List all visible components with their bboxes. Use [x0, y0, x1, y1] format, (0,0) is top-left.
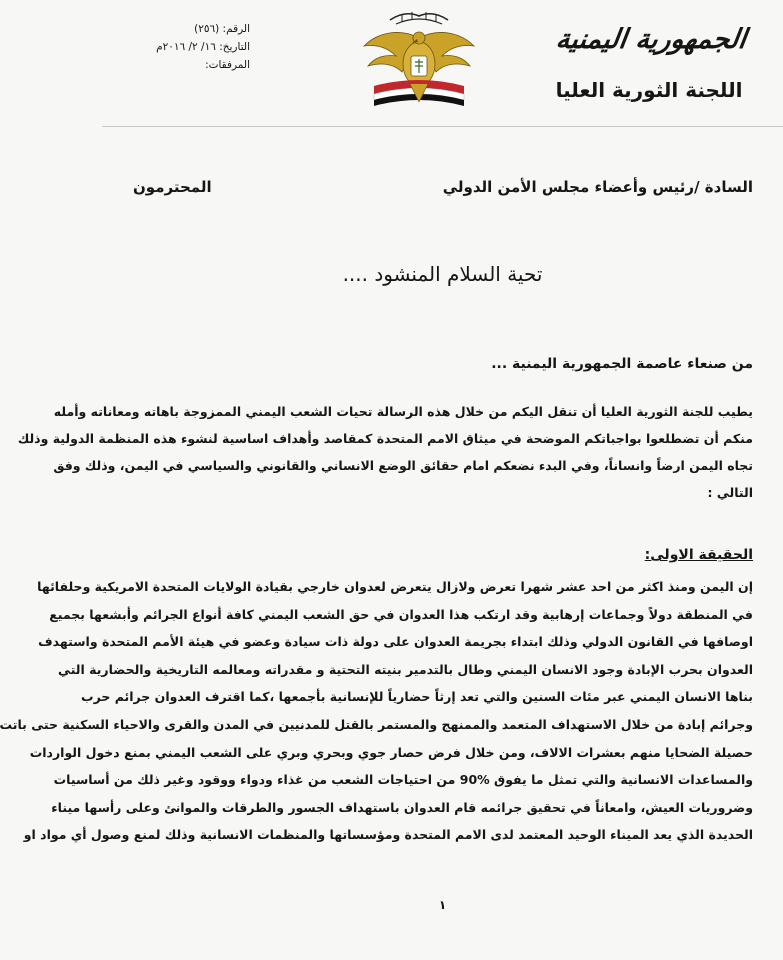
fact-line: العدوان بحرب الإبادة وجود الانسان اليمني وطال بالتدمير بنيته التحتية و مقدراته ومعالمه التاريخية والحضارية التي [58, 661, 753, 677]
fact-line: اوصافها في القانون الدولي وذلك ابتداء بجريمة العدوان على دولة ذات سيادة وعضو في هيئة الأمم المتحدة واستهدف [38, 634, 753, 650]
yemen-eagle-emblem-icon [360, 8, 478, 116]
intro-line: تجاه اليمن ارضاً وانساناً، وفي البدء نضعكم امام حقائق الوضع الانساني والقانوني والسياسي في اليمن، وذلك وفق [53, 458, 753, 473]
fact-paragraph [0, 573, 753, 849]
country-name: الجمهورية اليمنية [553, 24, 749, 55]
reference-block [130, 20, 250, 74]
from-line: من صنعاء عاصمة الجمهورية اليمنية ... [491, 356, 753, 372]
fact-line: حصيلة الضحايا منهم بعشرات الالاف، ومن خلال فرض حصار جوي وبحري وبري على الشعب اليمني بمنع دخول الواردات [29, 744, 753, 760]
reference-number: الرقم: (٢٥٦) [194, 23, 250, 35]
intro-line: التالي : [707, 485, 753, 500]
intro-line: يطيب للجنة الثورية العليا أن تنقل اليكم من خلال هذه الرسالة تحيات الشعب اليمني الممزوجة باهاته ومعاناته وأمله [53, 404, 753, 419]
intro-line: منكم أن تضطلعوا بواجباتكم الموضحة في ميثاق الامم المتحدة كمقاصد وأهداف اساسية لنشوء هذه المنظمة الدولية وذلك [17, 431, 753, 446]
fact-line: وجرائم إبادة من خلال الاستهداف المتعمد والممنهج والمستمر بالقتل للمدنيين في المدن والقرى والاحياء السكنية حتى باتت [0, 716, 753, 732]
address-line [133, 178, 753, 204]
page-number: ١ [438, 898, 447, 912]
attachments-label: المرفقات: [205, 59, 250, 71]
fact-line: إن اليمن ومنذ اكثر من احد عشر شهرا تعرض ولازال يتعرض لعدوان خارجي بقيادة الولايات المتحدة الامريكية وحلفائها [37, 579, 753, 594]
letter-date: التاريخ: ١٦/ ٢/ ٢٠١٦م [156, 41, 250, 53]
fact-line: الحديدة الذي يعد الميناء الوحيد المعتمد لدى الامم المتحدة ومؤسساتها والمنظمات الانسانية وذلك لمنع وصول أي مواد او [23, 827, 753, 843]
addressee: السادة /رئيس وأعضاء مجلس الأمن الدولي [442, 178, 753, 196]
fact-line: وضروريات العيش، وامعاناً في تحقيق جرائمه قام العدوان باستهداف الجسور والطرقات والموانئ وعلى رأسها ميناء [51, 799, 753, 815]
committee-name: اللجنة الثورية العليا [555, 78, 743, 102]
header-divider [102, 126, 783, 127]
honorific: المحترمون [133, 178, 212, 196]
basmala-calligraphy [390, 12, 448, 24]
fact-line: والمساعدات الانسانية والتي تمثل ما يفوق %90 من احتياجات الشعب من غذاء ودواء ووقود وغير ذلك من أساسيات [53, 772, 753, 788]
greeting: تحية السلام المنشود .... [342, 262, 543, 286]
fact-heading: الحقيقة الاولى: [644, 547, 753, 563]
intro-paragraph [17, 398, 753, 506]
fact-line: في المنطقة دولاً وجماعات إرهابية وقد ارتكب هذا العدوان في حق الشعب اليمني كافة أنواع الجرائم وأبشعها بجميع [49, 606, 753, 622]
fact-line: بناها الانسان اليمني عبر مئات السنين والتي تعد إرثاً حضارياً للإنسانية بأجمعها ،كما اقترف العدوان جرائم حرب [81, 689, 753, 705]
